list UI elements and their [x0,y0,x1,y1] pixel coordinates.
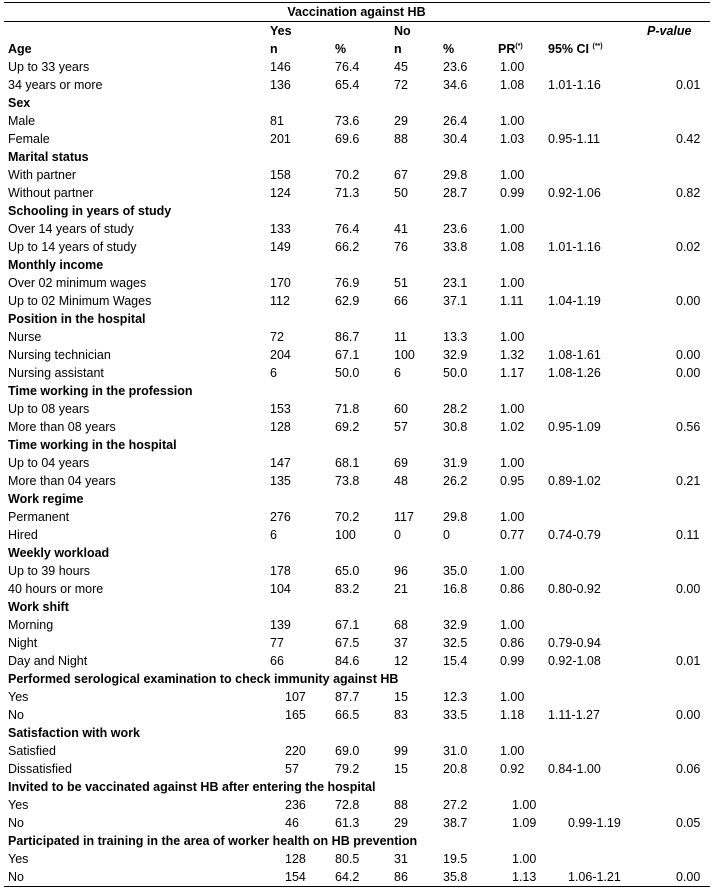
group-title: Participated in training in the area of worker health on HB prevention [8,834,418,848]
pct-yes-cell: 76.4 [335,60,360,74]
pr-cell: 1.02 [500,420,525,434]
pr-cell: 1.00 [512,798,537,812]
p-value-cell: 0.82 [676,186,701,200]
n-no-cell: 86 [394,870,408,884]
n-no-cell: 41 [394,222,408,236]
n-yes-cell: 107 [285,690,306,704]
pr-cell: 1.00 [500,114,525,128]
row-label: Up to 08 years [8,402,90,416]
p-value-cell: 0.06 [676,762,701,776]
n-yes-cell: 81 [270,114,284,128]
n-no-cell: 0 [394,528,401,542]
pct-yes-cell: 66.2 [335,240,360,254]
pct-no-cell: 31.0 [443,744,468,758]
group-title: Sex [8,96,31,110]
pct-no-cell: 23.6 [443,222,468,236]
n-no-cell: 117 [394,510,414,524]
p-value-cell: 0.00 [676,294,701,308]
pct-yes-cell: 50.0 [335,366,360,380]
pct-no-cell: 15.4 [443,654,468,668]
n-yes-cell: 165 [285,708,306,722]
group-title: Position in the hospital [8,312,146,326]
pr-cell: 0.99 [500,654,525,668]
pct-yes-cell: 62.9 [335,294,360,308]
ci-cell: 0.99-1.19 [568,816,621,830]
n-no-cell: 60 [394,402,408,416]
n-yes-cell: 128 [285,852,306,866]
p-value-cell: 0.00 [676,708,701,722]
pr-cell: 1.08 [500,240,525,254]
n-yes-cell: 276 [270,510,291,524]
pct-yes-cell: 69.0 [335,744,360,758]
group-title: Marital status [8,150,89,164]
pct-no-cell: 50.0 [443,366,468,380]
p-value-cell: 0.01 [676,654,701,668]
pr-cell: 1.00 [500,564,525,578]
n-no-cell: 50 [394,186,408,200]
pr-cell: 1.00 [500,456,525,470]
pct-yes-cell: 80.5 [335,852,360,866]
table-caption: Vaccination against HB [287,5,426,19]
pct-no-cell: 37.1 [443,294,468,308]
n-yes-cell: 77 [270,636,284,650]
group-title: Work regime [8,492,84,506]
group-title: Time working in the hospital [8,438,177,452]
pct-yes-cell: 73.8 [335,474,360,488]
pr-cell: 1.00 [500,222,525,236]
caption-rule [4,21,710,22]
n-no-cell: 15 [394,690,408,704]
pct-no-cell: 26.2 [443,474,468,488]
n-no-cell: 31 [394,852,408,866]
ci-cell: 0.92-1.08 [548,654,601,668]
row-label: Over 14 years of study [8,222,134,236]
pct-no-cell: 28.2 [443,402,468,416]
pct-no-cell: 33.8 [443,240,468,254]
pr-cell: 0.95 [500,474,525,488]
n-yes-cell: 170 [270,276,291,290]
header-ci-mark: (**) [592,43,603,50]
pct-yes-cell: 86.7 [335,330,360,344]
pct-no-cell: 32.5 [443,636,468,650]
header-n-no: n [394,42,402,56]
pct-yes-cell: 70.2 [335,510,360,524]
n-yes-cell: 147 [270,456,291,470]
n-yes-cell: 236 [285,798,306,812]
p-value-cell: 0.11 [676,528,700,542]
pr-cell: 1.00 [500,690,525,704]
pct-no-cell: 35.0 [443,564,468,578]
pct-no-cell: 20.8 [443,762,468,776]
n-yes-cell: 158 [270,168,291,182]
pct-yes-cell: 76.9 [335,276,360,290]
row-label: Over 02 minimum wages [8,276,147,290]
n-no-cell: 96 [394,564,408,578]
pct-no-cell: 23.6 [443,60,468,74]
row-label: Night [8,636,38,650]
row-label: Up to 39 hours [8,564,90,578]
n-no-cell: 100 [394,348,415,362]
n-yes-cell: 146 [270,60,291,74]
n-yes-cell: 149 [270,240,291,254]
pr-cell: 1.00 [500,330,525,344]
pct-no-cell: 0 [443,528,450,542]
pr-cell: 0.86 [500,636,525,650]
header-pr-text: PR [498,42,516,56]
pct-yes-cell: 61.3 [335,816,360,830]
n-no-cell: 48 [394,474,408,488]
header-n-yes: n [270,42,278,56]
n-no-cell: 57 [394,420,408,434]
pct-yes-cell: 65.4 [335,78,360,92]
row-label: No [8,870,24,884]
row-label: Satisfied [8,744,56,758]
group-title: Time working in the profession [8,384,193,398]
n-no-cell: 88 [394,798,408,812]
pct-yes-cell: 67.1 [335,348,360,362]
pct-yes-cell: 66.5 [335,708,360,722]
header-ci-text: 95% CI [548,42,589,56]
pct-yes-cell: 69.2 [335,420,360,434]
n-no-cell: 6 [394,366,401,380]
n-yes-cell: 139 [270,618,291,632]
n-no-cell: 66 [394,294,408,308]
pr-cell: 0.99 [500,186,525,200]
ci-cell: 0.89-1.02 [548,474,601,488]
pct-no-cell: 32.9 [443,348,468,362]
row-label: Permanent [8,510,70,524]
n-yes-cell: 136 [270,78,291,92]
pct-yes-cell: 73.6 [335,114,360,128]
row-label: No [8,708,24,722]
pct-yes-cell: 87.7 [335,690,360,704]
row-label: Without partner [8,186,94,200]
row-label: Yes [8,798,29,812]
pct-no-cell: 16.8 [443,582,468,596]
header-ci [548,40,603,58]
pr-cell: 1.13 [512,870,537,884]
n-yes-cell: 6 [270,366,277,380]
p-value-cell: 0.56 [676,420,701,434]
header-pvalue: P-value [647,24,692,38]
n-no-cell: 21 [394,582,408,596]
pct-no-cell: 19.5 [443,852,468,866]
pct-no-cell: 28.7 [443,186,468,200]
pct-no-cell: 35.8 [443,870,468,884]
row-label: Morning [8,618,54,632]
row-label: Female [8,132,50,146]
p-value-cell: 0.00 [676,366,701,380]
ci-cell: 0.74-0.79 [548,528,601,542]
ci-cell: 1.01-1.16 [548,240,601,254]
pr-cell: 1.00 [500,744,525,758]
pct-no-cell: 33.5 [443,708,468,722]
pr-cell: 1.09 [512,816,537,830]
group-title: Weekly workload [8,546,110,560]
n-no-cell: 15 [394,762,408,776]
ci-cell: 0.92-1.06 [548,186,601,200]
n-no-cell: 29 [394,114,408,128]
pr-cell: 1.11 [500,294,524,308]
n-no-cell: 76 [394,240,408,254]
pct-yes-cell: 83.2 [335,582,360,596]
pct-yes-cell: 71.3 [335,186,360,200]
p-value-cell: 0.01 [676,78,701,92]
row-label: More than 08 years [8,420,116,434]
pr-cell: 1.00 [500,402,525,416]
n-yes-cell: 104 [270,582,291,596]
p-value-cell: 0.00 [676,348,701,362]
n-no-cell: 69 [394,456,408,470]
ci-cell: 1.04-1.19 [548,294,601,308]
pct-no-cell: 13.3 [443,330,468,344]
pr-cell: 1.00 [500,510,525,524]
n-no-cell: 45 [394,60,408,74]
n-yes-cell: 135 [270,474,291,488]
row-label: Hired [8,528,38,542]
pr-cell: 1.18 [500,708,525,722]
row-label: Yes [8,690,29,704]
n-yes-cell: 133 [270,222,291,236]
pr-cell: 0.92 [500,762,525,776]
n-yes-cell: 204 [270,348,291,362]
p-value-cell: 0.05 [676,816,701,830]
pct-yes-cell: 69.6 [335,132,360,146]
ci-cell: 1.01-1.16 [548,78,601,92]
group-title: Satisfaction with work [8,726,140,740]
row-label: Yes [8,852,29,866]
pct-yes-cell: 64.2 [335,870,360,884]
group-title: Schooling in years of study [8,204,172,218]
ci-cell: 0.80-0.92 [548,582,601,596]
pr-cell: 1.03 [500,132,525,146]
row-label: No [8,816,24,830]
n-yes-cell: 6 [270,528,277,542]
p-value-cell: 0.00 [676,870,701,884]
row-label: Up to 33 years [8,60,90,74]
n-no-cell: 37 [394,636,408,650]
n-yes-cell: 57 [285,762,299,776]
pr-cell: 1.08 [500,78,525,92]
pct-no-cell: 32.9 [443,618,468,632]
n-no-cell: 51 [394,276,408,290]
row-label: Male [8,114,36,128]
pct-yes-cell: 68.1 [335,456,360,470]
pct-no-cell: 29.8 [443,510,468,524]
header-pr [498,40,523,58]
n-no-cell: 67 [394,168,408,182]
row-label: With partner [8,168,77,182]
group-title: Performed serological examination to check immunity against HB [8,672,399,686]
n-yes-cell: 201 [270,132,291,146]
n-yes-cell: 154 [285,870,306,884]
pct-no-cell: 12.3 [443,690,468,704]
pct-yes-cell: 70.2 [335,168,360,182]
n-yes-cell: 153 [270,402,291,416]
n-no-cell: 72 [394,78,408,92]
row-label: Dissatisfied [8,762,72,776]
pct-no-cell: 31.9 [443,456,468,470]
row-label: Up to 02 Minimum Wages [8,294,152,308]
pr-cell: 1.00 [500,276,525,290]
pct-yes-cell: 79.2 [335,762,360,776]
p-value-cell: 0.42 [676,132,701,146]
pct-no-cell: 34.6 [443,78,468,92]
pr-cell: 1.00 [500,168,525,182]
ci-cell: 0.84-1.00 [548,762,601,776]
pr-cell: 1.00 [500,618,525,632]
ci-cell: 1.08-1.26 [548,366,601,380]
n-no-cell: 88 [394,132,408,146]
n-yes-cell: 66 [270,654,284,668]
group-title: Work shift [8,600,69,614]
header-yes: Yes [270,24,292,38]
n-no-cell: 99 [394,744,408,758]
n-yes-cell: 124 [270,186,291,200]
header-pct-yes: % [335,42,347,56]
pct-no-cell: 38.7 [443,816,468,830]
pct-no-cell: 30.8 [443,420,468,434]
n-no-cell: 83 [394,708,408,722]
ci-cell: 1.06-1.21 [568,870,621,884]
pr-cell: 1.00 [512,852,537,866]
pct-yes-cell: 76.4 [335,222,360,236]
ci-cell: 0.95-1.11 [548,132,600,146]
row-label: Nursing technician [8,348,111,362]
header-pr-mark: (*) [515,43,523,50]
pct-no-cell: 30.4 [443,132,468,146]
n-yes-cell: 220 [285,744,306,758]
n-no-cell: 11 [394,330,407,344]
pct-yes-cell: 67.5 [335,636,360,650]
pr-cell: 0.86 [500,582,525,596]
pct-yes-cell: 65.0 [335,564,360,578]
n-yes-cell: 46 [285,816,299,830]
pr-cell: 1.32 [500,348,525,362]
n-yes-cell: 72 [270,330,284,344]
row-label: More than 04 years [8,474,116,488]
ci-cell: 1.11-1.27 [548,708,600,722]
pct-no-cell: 27.2 [443,798,468,812]
bottom-rule [4,886,710,887]
row-label: Nursing assistant [8,366,104,380]
row-label: Nurse [8,330,42,344]
n-yes-cell: 128 [270,420,291,434]
ci-cell: 0.95-1.09 [548,420,601,434]
group-title: Monthly income [8,258,104,272]
pr-cell: 1.00 [500,60,525,74]
pr-cell: 1.17 [500,366,525,380]
row-label: 40 hours or more [8,582,104,596]
ci-cell: 0.79-0.94 [548,636,601,650]
group-title: Invited to be vaccinated against HB after entering the hospital [8,780,376,794]
p-value-cell: 0.00 [676,582,701,596]
pct-yes-cell: 71.8 [335,402,360,416]
pct-yes-cell: 72.8 [335,798,360,812]
p-value-cell: 0.21 [676,474,701,488]
pct-no-cell: 23.1 [443,276,468,290]
pct-yes-cell: 67.1 [335,618,360,632]
n-no-cell: 29 [394,816,408,830]
row-label: 34 years or more [8,78,103,92]
pr-cell: 0.77 [500,528,525,542]
n-no-cell: 68 [394,618,408,632]
header-row-label: Age [8,42,32,56]
pct-yes-cell: 100 [335,528,356,542]
n-no-cell: 12 [394,654,408,668]
header-pct-no: % [443,42,455,56]
ci-cell: 1.08-1.61 [548,348,601,362]
header-no: No [394,24,411,38]
p-value-cell: 0.02 [676,240,701,254]
pct-no-cell: 29.8 [443,168,468,182]
n-yes-cell: 178 [270,564,291,578]
row-label: Day and Night [8,654,88,668]
n-yes-cell: 112 [270,294,290,308]
row-label: Up to 04 years [8,456,90,470]
pct-yes-cell: 84.6 [335,654,360,668]
row-label: Up to 14 years of study [8,240,137,254]
pct-no-cell: 26.4 [443,114,468,128]
